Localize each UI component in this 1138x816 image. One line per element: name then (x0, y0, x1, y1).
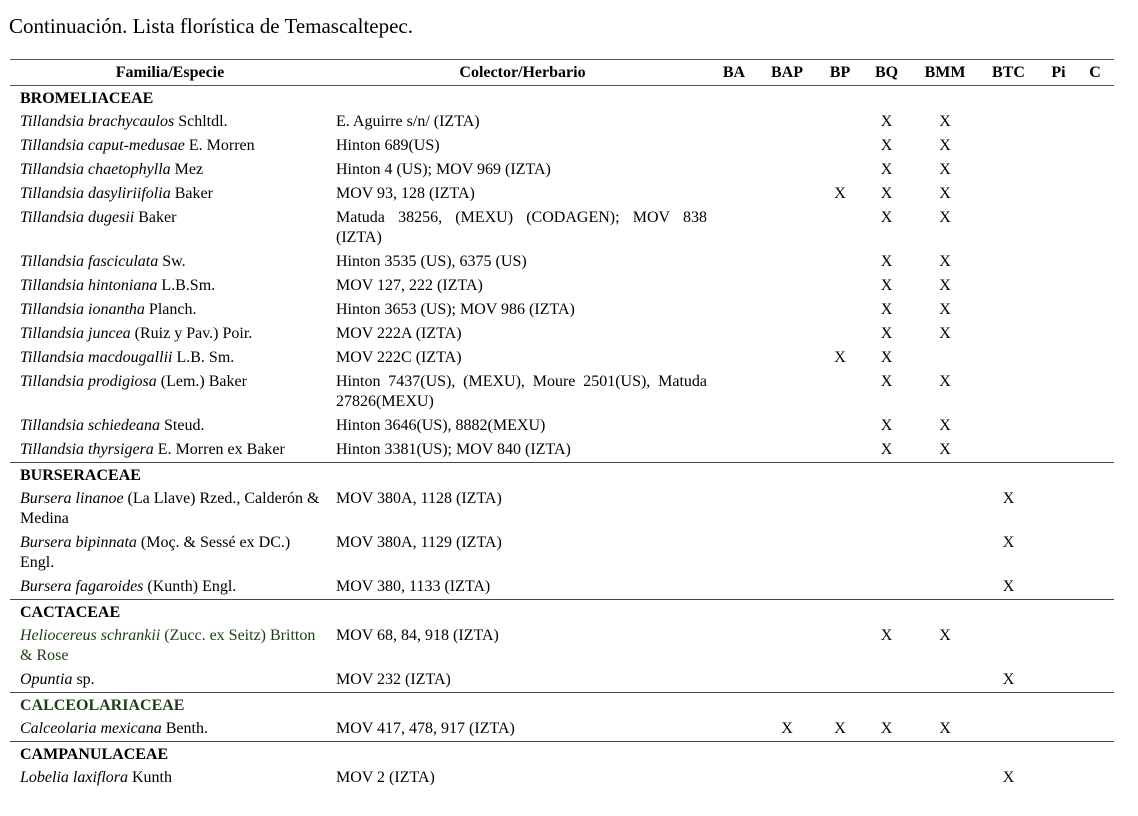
presence-mark-bmm: X (939, 441, 951, 458)
species-cell (10, 158, 330, 182)
family-name: CACTACEAE (10, 600, 1114, 625)
presence-mark-bmm (914, 487, 976, 531)
presence-mark-ba (715, 668, 753, 693)
table-row (10, 158, 1114, 182)
presence-mark-bap (753, 110, 821, 134)
species-author: (Moç. & Sessé ex DC.) Engl. (20, 534, 291, 571)
table-row (10, 766, 1114, 790)
presence-mark-bap (753, 298, 821, 322)
species-cell (10, 438, 330, 463)
species-genus: Tillandsia schiedeana (20, 417, 160, 434)
presence-mark-bq: X (880, 113, 893, 130)
species-cell (10, 766, 330, 790)
table-row (10, 110, 1114, 134)
presence-mark-bmm (914, 668, 976, 693)
species-cell (10, 624, 330, 668)
species-cell (10, 487, 330, 531)
header-familia-especie: Familia/Especie (10, 60, 330, 86)
species-author: L.B. Sm. (176, 349, 235, 366)
presence-mark-bq (859, 531, 914, 575)
species-cell (10, 134, 330, 158)
presence-mark-bap (753, 438, 821, 463)
presence-mark-c (1076, 766, 1114, 790)
family-name: CALCEOLARIACEAE (10, 693, 1114, 718)
family-row (10, 86, 1114, 111)
table-row (10, 717, 1114, 742)
presence-mark-pi (1041, 531, 1076, 575)
presence-mark-bq: X (880, 185, 893, 202)
presence-mark-bp (821, 134, 859, 158)
presence-mark-pi (1041, 206, 1076, 250)
presence-mark-bap (753, 414, 821, 438)
collector-cell: MOV 2 (IZTA) (336, 769, 435, 786)
table-row (10, 438, 1114, 463)
header-btc: BTC (976, 60, 1041, 86)
presence-mark-btc (976, 298, 1041, 322)
presence-mark-bq: X (880, 720, 893, 737)
presence-mark-bq: X (880, 349, 893, 366)
presence-mark-bq: X (880, 137, 893, 154)
presence-mark-bp: X (834, 185, 846, 202)
collector-cell: Hinton 3653 (US); MOV 986 (IZTA) (336, 301, 575, 318)
table-row (10, 624, 1114, 668)
presence-mark-bmm: X (939, 301, 951, 318)
presence-mark-bp (821, 370, 859, 414)
table-row (10, 575, 1114, 600)
table-row (10, 487, 1114, 531)
species-cell (10, 298, 330, 322)
table-row (10, 182, 1114, 206)
presence-mark-bap (753, 206, 821, 250)
species-genus: Bursera linanoe (20, 490, 124, 507)
presence-mark-btc (976, 624, 1041, 668)
presence-mark-bap (753, 274, 821, 298)
presence-mark-c (1076, 717, 1114, 742)
species-genus: Tillandsia thyrsigera (20, 441, 154, 458)
table-row (10, 250, 1114, 274)
presence-mark-bp (821, 624, 859, 668)
species-genus: Tillandsia dugesii (20, 209, 135, 226)
species-author: L.B.Sm. (161, 277, 216, 294)
table-row (10, 531, 1114, 575)
presence-mark-bq: X (880, 373, 893, 390)
collector-cell: MOV 222C (IZTA) (336, 349, 462, 366)
presence-mark-ba (715, 206, 753, 250)
presence-mark-pi (1041, 134, 1076, 158)
presence-mark-bq: X (880, 417, 893, 434)
presence-mark-bp (821, 531, 859, 575)
presence-mark-btc (976, 414, 1041, 438)
species-genus: Tillandsia fasciculata (20, 253, 159, 270)
species-author: (Ruiz y Pav.) Poir. (134, 325, 253, 342)
presence-mark-bap (753, 370, 821, 414)
family-row (10, 742, 1114, 767)
presence-mark-pi (1041, 158, 1076, 182)
presence-mark-ba (715, 346, 753, 370)
table-body (10, 86, 1114, 791)
presence-mark-c (1076, 158, 1114, 182)
species-cell (10, 250, 330, 274)
presence-mark-bp (821, 438, 859, 463)
presence-mark-btc (976, 322, 1041, 346)
presence-mark-ba (715, 624, 753, 668)
presence-mark-bmm: X (939, 253, 951, 270)
presence-mark-bp (821, 766, 859, 790)
presence-mark-pi (1041, 766, 1076, 790)
collector-cell: E. Aguirre s/n/ (IZTA) (336, 113, 480, 130)
presence-mark-c (1076, 624, 1114, 668)
presence-mark-bp: X (834, 349, 846, 366)
species-cell (10, 370, 330, 414)
presence-mark-pi (1041, 322, 1076, 346)
species-author: Benth. (165, 720, 208, 737)
collector-cell: Hinton 3381(US); MOV 840 (IZTA) (336, 441, 571, 458)
species-genus: Heliocereus schrankii (20, 627, 161, 644)
presence-mark-ba (715, 250, 753, 274)
header-bap: BAP (753, 60, 821, 86)
presence-mark-bmm: X (939, 161, 951, 178)
presence-mark-btc (976, 717, 1041, 742)
presence-mark-btc (976, 206, 1041, 250)
species-cell (10, 668, 330, 693)
presence-mark-bmm: X (939, 627, 951, 644)
presence-mark-bmm: X (939, 209, 951, 226)
presence-mark-bap: X (781, 720, 793, 737)
presence-mark-btc (976, 250, 1041, 274)
presence-mark-c (1076, 487, 1114, 531)
table-row (10, 668, 1114, 693)
presence-mark-bmm: X (939, 185, 951, 202)
presence-mark-bap (753, 322, 821, 346)
presence-mark-bq (859, 487, 914, 531)
presence-mark-bap (753, 624, 821, 668)
presence-mark-bp (821, 110, 859, 134)
presence-mark-btc (976, 134, 1041, 158)
species-author: (Zucc. ex Seitz) Britton & Rose (20, 627, 316, 664)
species-cell (10, 531, 330, 575)
presence-mark-bmm: X (939, 373, 951, 390)
presence-mark-bp (821, 206, 859, 250)
species-genus: Tillandsia ionantha (20, 301, 145, 318)
presence-mark-bq: X (880, 209, 893, 226)
presence-mark-ba (715, 766, 753, 790)
collector-cell: MOV 68, 84, 918 (IZTA) (336, 627, 499, 644)
presence-mark-c (1076, 298, 1114, 322)
collector-cell: MOV 380A, 1129 (IZTA) (336, 534, 502, 551)
presence-mark-bmm: X (939, 137, 951, 154)
species-author: E. Morren (188, 137, 255, 154)
presence-mark-ba (715, 575, 753, 600)
species-genus: Tillandsia caput-medusae (20, 137, 185, 154)
presence-mark-c (1076, 531, 1114, 575)
species-cell (10, 346, 330, 370)
presence-mark-btc (976, 438, 1041, 463)
table-row (10, 298, 1114, 322)
family-name: BROMELIACEAE (20, 90, 154, 107)
presence-mark-bp (821, 414, 859, 438)
presence-mark-bap (753, 531, 821, 575)
species-author: (La Llave) Rzed., Calderón & Medina (20, 490, 320, 527)
presence-mark-ba (715, 298, 753, 322)
presence-mark-bq: X (880, 325, 893, 342)
presence-mark-bap (753, 766, 821, 790)
species-author: Baker (138, 209, 177, 226)
presence-mark-c (1076, 110, 1114, 134)
species-genus: Opuntia (20, 671, 73, 688)
presence-mark-ba (715, 370, 753, 414)
presence-mark-bq: X (880, 253, 893, 270)
presence-mark-ba (715, 322, 753, 346)
species-author: Kunth (132, 769, 172, 786)
collector-cell: Matuda 38256, (MEXU) (CODAGEN); MOV 838 (IZTA) (336, 209, 707, 246)
presence-mark-bq: X (880, 627, 893, 644)
table-caption: Continuación. Lista florística de Temascaltepec. (9, 14, 414, 38)
collector-cell: MOV 93, 128 (IZTA) (336, 185, 475, 202)
presence-mark-c (1076, 438, 1114, 463)
collector-cell: MOV 127, 222 (IZTA) (336, 277, 483, 294)
presence-mark-ba (715, 274, 753, 298)
presence-mark-bap (753, 346, 821, 370)
presence-mark-bap (753, 134, 821, 158)
presence-mark-ba (715, 717, 753, 742)
presence-mark-bmm: X (939, 720, 951, 737)
presence-mark-pi (1041, 274, 1076, 298)
presence-mark-pi (1041, 346, 1076, 370)
presence-mark-btc (976, 182, 1041, 206)
species-genus: Tillandsia juncea (20, 325, 131, 342)
species-author: Sw. (162, 253, 186, 270)
collector-cell: Hinton 3646(US), 8882(MEXU) (336, 417, 546, 434)
presence-mark-pi (1041, 624, 1076, 668)
presence-mark-bap (753, 487, 821, 531)
presence-mark-c (1076, 575, 1114, 600)
species-genus: Tillandsia brachycaulos (20, 113, 175, 130)
presence-mark-btc (976, 158, 1041, 182)
presence-mark-btc: X (1002, 534, 1015, 551)
collector-cell: Hinton 4 (US); MOV 969 (IZTA) (336, 161, 551, 178)
presence-mark-pi (1041, 370, 1076, 414)
presence-mark-ba (715, 438, 753, 463)
presence-mark-pi (1041, 717, 1076, 742)
presence-mark-bq: X (880, 161, 893, 178)
presence-mark-btc (976, 346, 1041, 370)
presence-mark-c (1076, 414, 1114, 438)
species-genus: Tillandsia hintoniana (20, 277, 158, 294)
species-cell (10, 110, 330, 134)
species-genus: Lobelia laxiflora (20, 769, 128, 786)
table-row (10, 370, 1114, 414)
presence-mark-ba (715, 158, 753, 182)
collector-cell: MOV 380A, 1128 (IZTA) (336, 490, 502, 507)
species-author: Planch. (148, 301, 197, 318)
header-c: C (1076, 60, 1114, 86)
collector-cell: Hinton 3535 (US), 6375 (US) (336, 253, 527, 270)
header-bmm: BMM (914, 60, 976, 86)
presence-mark-bq (859, 668, 914, 693)
presence-mark-ba (715, 110, 753, 134)
species-genus: Tillandsia macdougallii (20, 349, 173, 366)
presence-mark-bmm: X (939, 417, 951, 434)
species-cell (10, 322, 330, 346)
header-colector-herbario: Colector/Herbario (330, 60, 715, 86)
presence-mark-bap (753, 182, 821, 206)
species-author: Baker (174, 185, 213, 202)
presence-mark-bmm (914, 766, 976, 790)
presence-mark-bap (753, 250, 821, 274)
table-row (10, 346, 1114, 370)
species-genus: Tillandsia prodigiosa (20, 373, 157, 390)
presence-mark-bp (821, 322, 859, 346)
presence-mark-c (1076, 668, 1114, 693)
presence-mark-c (1076, 250, 1114, 274)
species-genus: Bursera bipinnata (20, 534, 137, 551)
presence-mark-ba (715, 182, 753, 206)
presence-mark-bq (859, 575, 914, 600)
header-bp: BP (821, 60, 859, 86)
collector-cell: Hinton 689(US) (336, 137, 440, 154)
species-author: Mez (174, 161, 204, 178)
presence-mark-ba (715, 487, 753, 531)
species-genus: Calceolaria mexicana (20, 720, 162, 737)
species-cell (10, 206, 330, 250)
presence-mark-pi (1041, 487, 1076, 531)
presence-mark-bq: X (880, 277, 893, 294)
species-genus: Bursera fagaroides (20, 578, 144, 595)
presence-mark-bp (821, 487, 859, 531)
presence-mark-bp (821, 274, 859, 298)
presence-mark-pi (1041, 414, 1076, 438)
presence-mark-pi (1041, 575, 1076, 600)
presence-mark-bmm (914, 531, 976, 575)
header-pi: Pi (1041, 60, 1076, 86)
presence-mark-btc: X (1002, 769, 1015, 786)
collector-cell: MOV 232 (IZTA) (336, 671, 451, 688)
table-row (10, 322, 1114, 346)
presence-mark-btc (976, 370, 1041, 414)
presence-mark-btc (976, 274, 1041, 298)
table-row (10, 414, 1114, 438)
species-author: Steud. (164, 417, 205, 434)
species-author: (Kunth) Engl. (147, 578, 237, 595)
presence-mark-bmm: X (939, 113, 951, 130)
presence-mark-ba (715, 134, 753, 158)
presence-mark-bmm: X (939, 325, 951, 342)
collector-cell: MOV 222A (IZTA) (336, 325, 462, 342)
presence-mark-bmm (914, 575, 976, 600)
presence-mark-bp: X (834, 720, 846, 737)
presence-mark-c (1076, 322, 1114, 346)
family-name: CAMPANULACEAE (10, 742, 1114, 767)
presence-mark-bq (859, 766, 914, 790)
presence-mark-pi (1041, 250, 1076, 274)
presence-mark-pi (1041, 298, 1076, 322)
presence-mark-bmm: X (939, 277, 951, 294)
family-row (10, 600, 1114, 625)
presence-mark-btc (976, 110, 1041, 134)
collector-cell: MOV 417, 478, 917 (IZTA) (336, 720, 515, 737)
presence-mark-ba (715, 531, 753, 575)
species-author: E. Morren ex Baker (157, 441, 285, 458)
species-author: sp. (76, 671, 95, 688)
species-author: Schltdl. (178, 113, 228, 130)
species-cell (10, 717, 330, 742)
presence-mark-c (1076, 134, 1114, 158)
collector-cell: MOV 380, 1133 (IZTA) (336, 578, 491, 595)
species-cell (10, 274, 330, 298)
collector-cell: Hinton 7437(US), (MEXU), Moure 2501(US), Matuda 27826(MEXU) (336, 373, 707, 410)
species-cell (10, 414, 330, 438)
presence-mark-c (1076, 370, 1114, 414)
presence-mark-pi (1041, 438, 1076, 463)
presence-mark-bq: X (880, 301, 893, 318)
table-row (10, 206, 1114, 250)
presence-mark-bap (753, 668, 821, 693)
presence-mark-bmm (914, 346, 976, 370)
family-name: BURSERACEAE (10, 463, 1114, 488)
presence-mark-bap (753, 575, 821, 600)
species-author: (Lem.) Baker (160, 373, 247, 390)
presence-mark-pi (1041, 182, 1076, 206)
presence-mark-bp (821, 668, 859, 693)
floristic-table (10, 59, 1114, 790)
presence-mark-c (1076, 274, 1114, 298)
presence-mark-bp (821, 158, 859, 182)
presence-mark-bap (753, 158, 821, 182)
table-row (10, 134, 1114, 158)
presence-mark-ba (715, 414, 753, 438)
family-row (10, 463, 1114, 488)
presence-mark-btc: X (1002, 578, 1015, 595)
presence-mark-bq: X (880, 441, 893, 458)
table-row (10, 274, 1114, 298)
presence-mark-bp (821, 298, 859, 322)
presence-mark-bp (821, 575, 859, 600)
species-genus: Tillandsia dasyliriifolia (20, 185, 171, 202)
presence-mark-pi (1041, 668, 1076, 693)
presence-mark-btc: X (1002, 671, 1015, 688)
presence-mark-c (1076, 206, 1114, 250)
header-row (10, 60, 1114, 86)
presence-mark-pi (1041, 110, 1076, 134)
header-bq: BQ (859, 60, 914, 86)
presence-mark-btc: X (1002, 490, 1015, 507)
species-cell (10, 575, 330, 600)
header-ba: BA (715, 60, 753, 86)
species-cell (10, 182, 330, 206)
species-genus: Tillandsia chaetophylla (20, 161, 171, 178)
presence-mark-c (1076, 182, 1114, 206)
presence-mark-c (1076, 346, 1114, 370)
presence-mark-bp (821, 250, 859, 274)
family-row (10, 693, 1114, 718)
